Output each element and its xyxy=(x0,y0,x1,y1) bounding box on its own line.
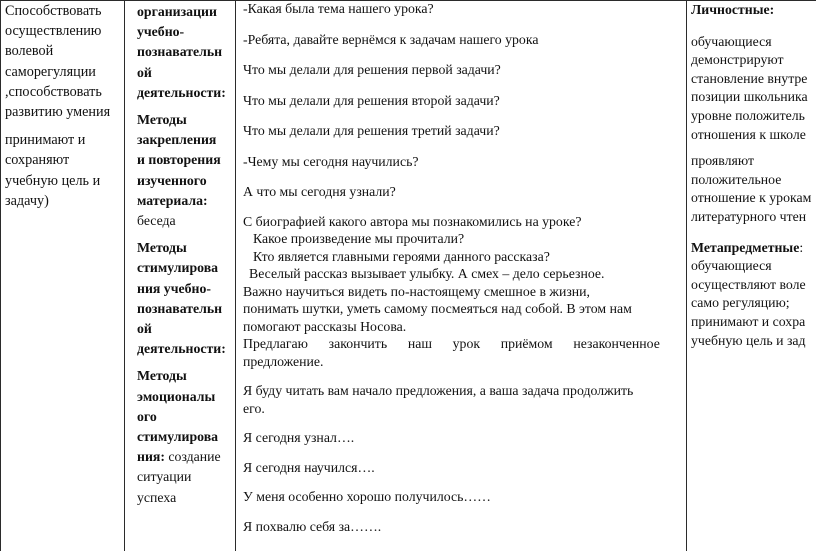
lesson-question: Что мы делали для решения третий задачи? xyxy=(243,123,500,138)
outcomes-line: уровне положитель xyxy=(691,107,805,123)
table-border-left xyxy=(0,0,1,551)
methods-description: создание xyxy=(168,449,221,465)
goals-line: учебную цель и xyxy=(5,172,101,189)
outcomes-line: обучающиеся xyxy=(691,258,772,274)
outcomes-line: демонстрируют xyxy=(691,52,784,68)
outcomes-line: отношение к урокам xyxy=(691,190,812,206)
outcomes-meta-heading-line xyxy=(691,239,816,258)
goals-line: осуществлению xyxy=(5,23,102,40)
lesson-question: -Какая была тема нашего урока? xyxy=(243,1,434,16)
methods-line: и повторения xyxy=(137,152,221,168)
lesson-question: -Чему мы сегодня научились? xyxy=(243,153,419,169)
methods-line: познавательн xyxy=(137,44,223,60)
lesson-text: помогают рассказы Носова. xyxy=(243,318,407,334)
lesson-sentence-starter: Я сегодня научился…. xyxy=(243,459,375,475)
methods-line: ния учебно- xyxy=(137,280,211,296)
lesson-sentence-starter: Я похвалю себя за……. xyxy=(243,518,382,534)
paragraph-gap xyxy=(691,20,816,33)
lesson-text: Веселый рассказ вызывает улыбку. А смех – дело серьезное. xyxy=(249,266,605,281)
lesson-sentence-starter: У меня особенно хорошо получилось…… xyxy=(243,489,491,504)
methods-line: ого xyxy=(137,408,157,424)
outcomes-line: литературного чтен xyxy=(691,208,807,224)
methods-line: Методы xyxy=(137,368,187,384)
methods-line: организации xyxy=(137,4,217,19)
table-column-divider-1 xyxy=(124,0,125,551)
methods-line: материала: xyxy=(137,192,208,208)
methods-line: деятельности: xyxy=(137,341,226,357)
goals-line: принимают и xyxy=(5,132,86,149)
outcomes-line: обучающиеся xyxy=(691,33,772,49)
lesson-question: Что мы делали для решения второй задачи? xyxy=(243,92,500,108)
lesson-question: Кто является главными героями данного рассказа? xyxy=(253,248,550,264)
outcomes-line: позиции школьника xyxy=(691,89,808,105)
column-lesson-content xyxy=(236,0,686,551)
outcomes-line: осуществляют воле xyxy=(691,276,806,292)
lesson-text: предложение. xyxy=(243,353,324,369)
paragraph-gap xyxy=(137,231,235,238)
lesson-text: Я буду читать вам начало предложения, а ваша задача продолжить xyxy=(243,383,634,398)
goals-line: сохраняют xyxy=(5,152,70,169)
methods-line: эмоционалы xyxy=(137,388,216,404)
lesson-question: Что мы делали для решения первой задачи? xyxy=(243,62,501,77)
methods-line: Методы xyxy=(137,112,187,128)
outcomes-line: проявляют xyxy=(691,153,754,169)
methods-term: ния: xyxy=(137,449,165,465)
methods-line: изученного xyxy=(137,172,207,188)
methods-line: стимулирова xyxy=(137,260,219,276)
paragraph-gap xyxy=(5,122,122,130)
goals-line: задачу) xyxy=(5,192,49,209)
goals-line: Способствовать xyxy=(5,3,102,19)
outcomes-line: учебную цель и зад xyxy=(691,332,806,348)
outcomes-heading-personal: Личностные: xyxy=(691,2,775,17)
methods-line: закрепления xyxy=(137,132,217,148)
lesson-text: Важно научиться видеть по-настоящему смешное в жизни, xyxy=(243,283,591,299)
lesson-question: -Ребята, давайте вернёмся к задачам нашего урока xyxy=(243,31,539,47)
column-methods xyxy=(129,0,235,551)
paragraph-gap xyxy=(691,144,816,152)
methods-line: познавательн xyxy=(137,300,223,316)
column-outcomes xyxy=(687,0,816,551)
paragraph-gap xyxy=(691,227,816,239)
outcomes-line: принимают и сохра xyxy=(691,313,806,329)
outcomes-line: само регуляцию; xyxy=(691,295,790,311)
outcomes-line: отношения к школе xyxy=(691,126,806,142)
goals-line: саморегуляции xyxy=(5,63,96,80)
methods-line: ой xyxy=(137,321,152,337)
outcomes-line: положительное xyxy=(691,171,782,187)
methods-line: Методы xyxy=(137,240,187,256)
lesson-question: А что мы сегодня узнали? xyxy=(243,184,396,199)
methods-line: ой xyxy=(137,64,152,80)
methods-line: беседа xyxy=(137,213,176,229)
lesson-text: его. xyxy=(243,400,265,416)
lesson-question: С биографией какого автора мы познакомились на уроке? xyxy=(243,213,582,229)
lesson-sentence-starter: Я сегодня узнал…. xyxy=(243,430,355,445)
column-goals xyxy=(2,0,122,551)
outcomes-heading-meta: Метапредметные xyxy=(691,239,800,255)
goals-line: волевой xyxy=(5,43,54,60)
lesson-text: понимать шутки, уметь самому посмеяться над собой. В этом нам xyxy=(243,301,632,316)
methods-line: стимулирова xyxy=(137,429,219,445)
lesson-question: Какое произведение мы прочитали? xyxy=(253,231,465,246)
methods-line xyxy=(137,447,235,467)
outcomes-heading-colon: : xyxy=(799,239,804,255)
paragraph-gap xyxy=(137,359,235,366)
goals-line: ,способствовать xyxy=(5,83,102,100)
methods-line: деятельности: xyxy=(137,84,226,100)
methods-line: учебно- xyxy=(137,24,185,40)
goals-line: развитию умения xyxy=(5,104,111,121)
outcomes-line: становление внутре xyxy=(691,70,808,86)
paragraph-gap xyxy=(137,103,235,110)
methods-line: ситуации xyxy=(137,469,192,485)
lesson-text: Предлагаю закончить наш урок приёмом незаконченное xyxy=(243,336,660,351)
methods-line: успеха xyxy=(137,489,177,505)
